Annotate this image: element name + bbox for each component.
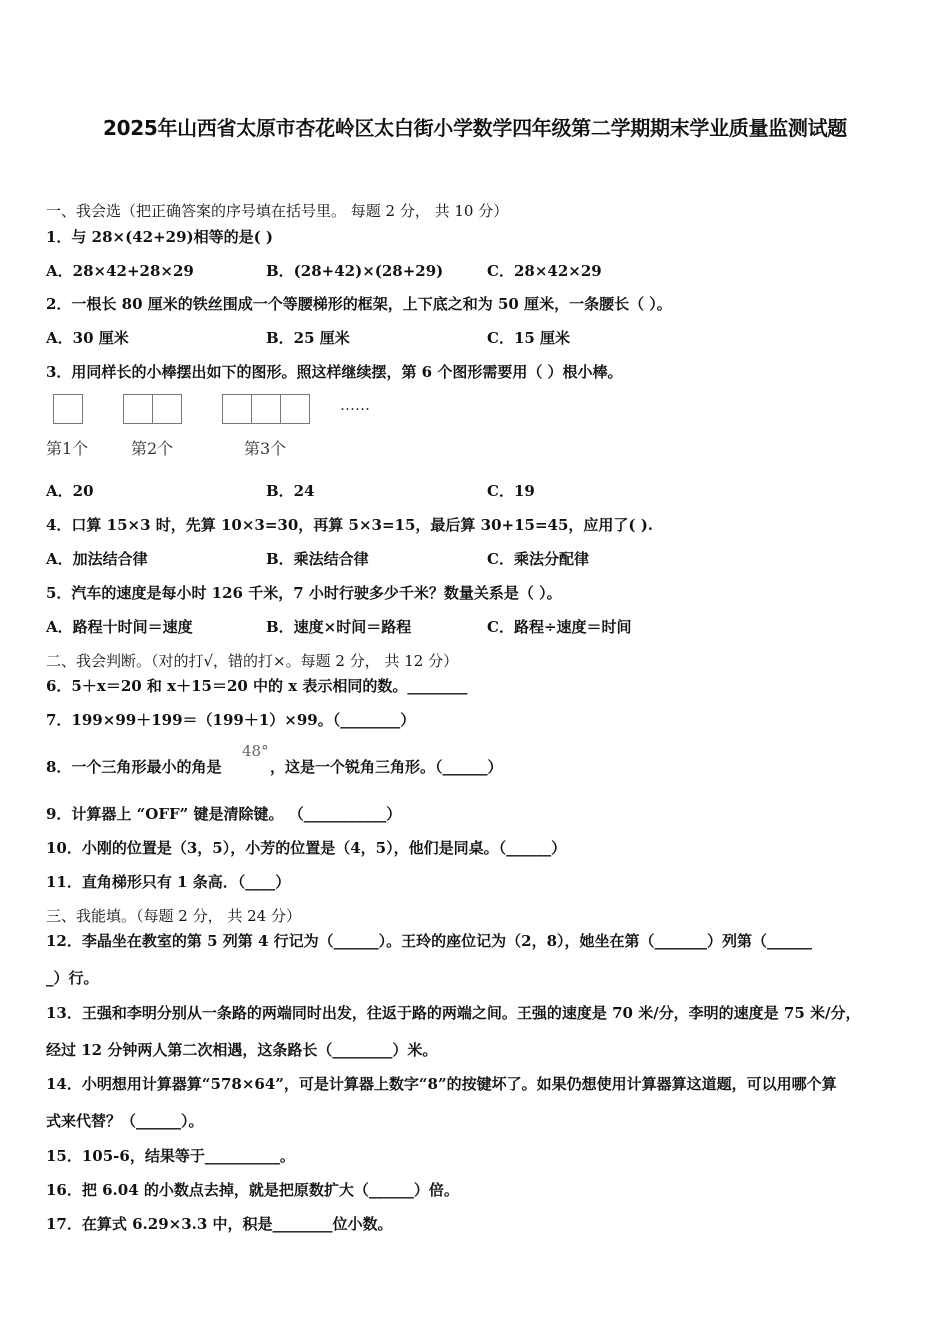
question-13-line-1: 13．王强和李明分别从一条路的两端同时出发，往返于路的两端之间。王强的速度是 70 米/分，李明的速度是 75 米/分， <box>46 1004 861 1022</box>
question-8-part-1: 8．一个三角形最小的角是 <box>46 758 222 776</box>
angle-48-degrees: 48° <box>242 742 269 760</box>
q2-option-a: A．30 厘米 <box>46 329 129 347</box>
question-1: 1．与 28×(42+29)相等的是( ) <box>46 228 274 246</box>
question-9: 9．计算器上 “OFF” 键是清除键。 （___________） <box>46 805 402 823</box>
stick-square <box>251 394 281 424</box>
question-6: 6．5＋x＝20 和 x＋15＝20 中的 x 表示相同的数。________ <box>46 677 468 695</box>
q1-option-c: C．28×42×29 <box>487 262 602 280</box>
question-11: 11．直角梯形只有 1 条高．（____） <box>46 873 291 891</box>
q5-option-a: A．路程十时间＝速度 <box>46 618 193 636</box>
stick-square <box>53 394 83 424</box>
section-3-heading: 三、我能填。（每题 2 分， 共 24 分） <box>46 907 301 925</box>
question-4: 4．口算 15×3 时，先算 10×3=30，再算 5×3=15，最后算 30+15=45，应用了( ). <box>46 516 654 534</box>
question-3: 3．用同样长的小棒摆出如下的图形。照这样继续摆，第 6 个图形需要用（ ）根小棒。 <box>46 363 623 381</box>
section-2-heading: 二、我会判断。（对的打√，错的打×。每题 2 分， 共 12 分） <box>46 652 459 670</box>
question-14-line-1: 14．小明想用计算器算“578×64”，可是计算器上数字“8”的按键坏了。如果仍想使用计算器算这道题，可以用哪个算 <box>46 1075 837 1093</box>
question-12-line-2: _）行。 <box>46 969 99 987</box>
question-2: 2．一根长 80 厘米的铁丝围成一个等腰梯形的框架，上下底之和为 50 厘米，一条腰长（ ）。 <box>46 295 672 313</box>
q3-option-c: C．19 <box>487 482 535 500</box>
q3-option-b: B．24 <box>266 482 315 500</box>
q4-option-c: C．乘法分配律 <box>487 550 589 568</box>
stick-figure-3 <box>223 394 310 424</box>
stick-figure-2 <box>124 394 182 424</box>
stick-square <box>280 394 310 424</box>
question-13-line-2: 经过 12 分钟两人第二次相遇，这条路长（________）米。 <box>46 1041 438 1059</box>
figure-2-label: 第2个 <box>131 439 174 458</box>
figure-3-label: 第3个 <box>244 439 287 458</box>
q4-option-a: A．加法结合律 <box>46 550 148 568</box>
q2-option-c: C．15 厘米 <box>487 329 571 347</box>
question-15: 15．105-6，结果等于__________。 <box>46 1147 295 1165</box>
stick-square <box>222 394 252 424</box>
figure-1-label: 第1个 <box>46 439 89 458</box>
q4-option-b: B．乘法结合律 <box>266 550 369 568</box>
question-10: 10．小刚的位置是（3，5），小芳的位置是（4，5），他们是同桌。（______） <box>46 839 567 857</box>
q3-option-a: A．20 <box>46 482 94 500</box>
question-14-line-2: 式来代替？（______）。 <box>46 1112 204 1130</box>
q1-option-b: B．(28+42)×(28+29) <box>266 262 444 280</box>
question-17: 17．在算式 6.29×3.3 中，积是________位小数。 <box>46 1215 393 1233</box>
question-16: 16．把 6.04 的小数点去掉，就是把原数扩大（______）倍。 <box>46 1181 459 1199</box>
continuation-dots: …… <box>340 396 370 414</box>
question-7: 7．199×99＋199＝（199＋1）×99。（________） <box>46 711 416 729</box>
question-12-line-1: 12．李晶坐在教室的第 5 列第 4 行记为（______）。王玲的座位记为（2，8），她坐在第（_______）列第（______ <box>46 932 813 950</box>
stick-square <box>152 394 182 424</box>
page-title: 2025年山西省太原市杏花岭区太白街小学数学四年级第二学期期末学业质量监测试题 <box>103 116 847 140</box>
q1-option-a: A．28×42+28×29 <box>46 262 194 280</box>
q2-option-b: B．25 厘米 <box>266 329 350 347</box>
stick-figure-1 <box>54 394 83 424</box>
q5-option-c: C．路程÷速度＝时间 <box>487 618 632 636</box>
question-8-part-2: ，这是一个锐角三角形。（______） <box>270 758 503 776</box>
q5-option-b: B．速度×时间＝路程 <box>266 618 412 636</box>
question-5: 5．汽车的速度是每小时 126 千米，7 小时行驶多少千米？数量关系是（ ）。 <box>46 584 562 602</box>
stick-square <box>123 394 153 424</box>
section-1-heading: 一、我会选（把正确答案的序号填在括号里。 每题 2 分， 共 10 分） <box>46 202 509 220</box>
